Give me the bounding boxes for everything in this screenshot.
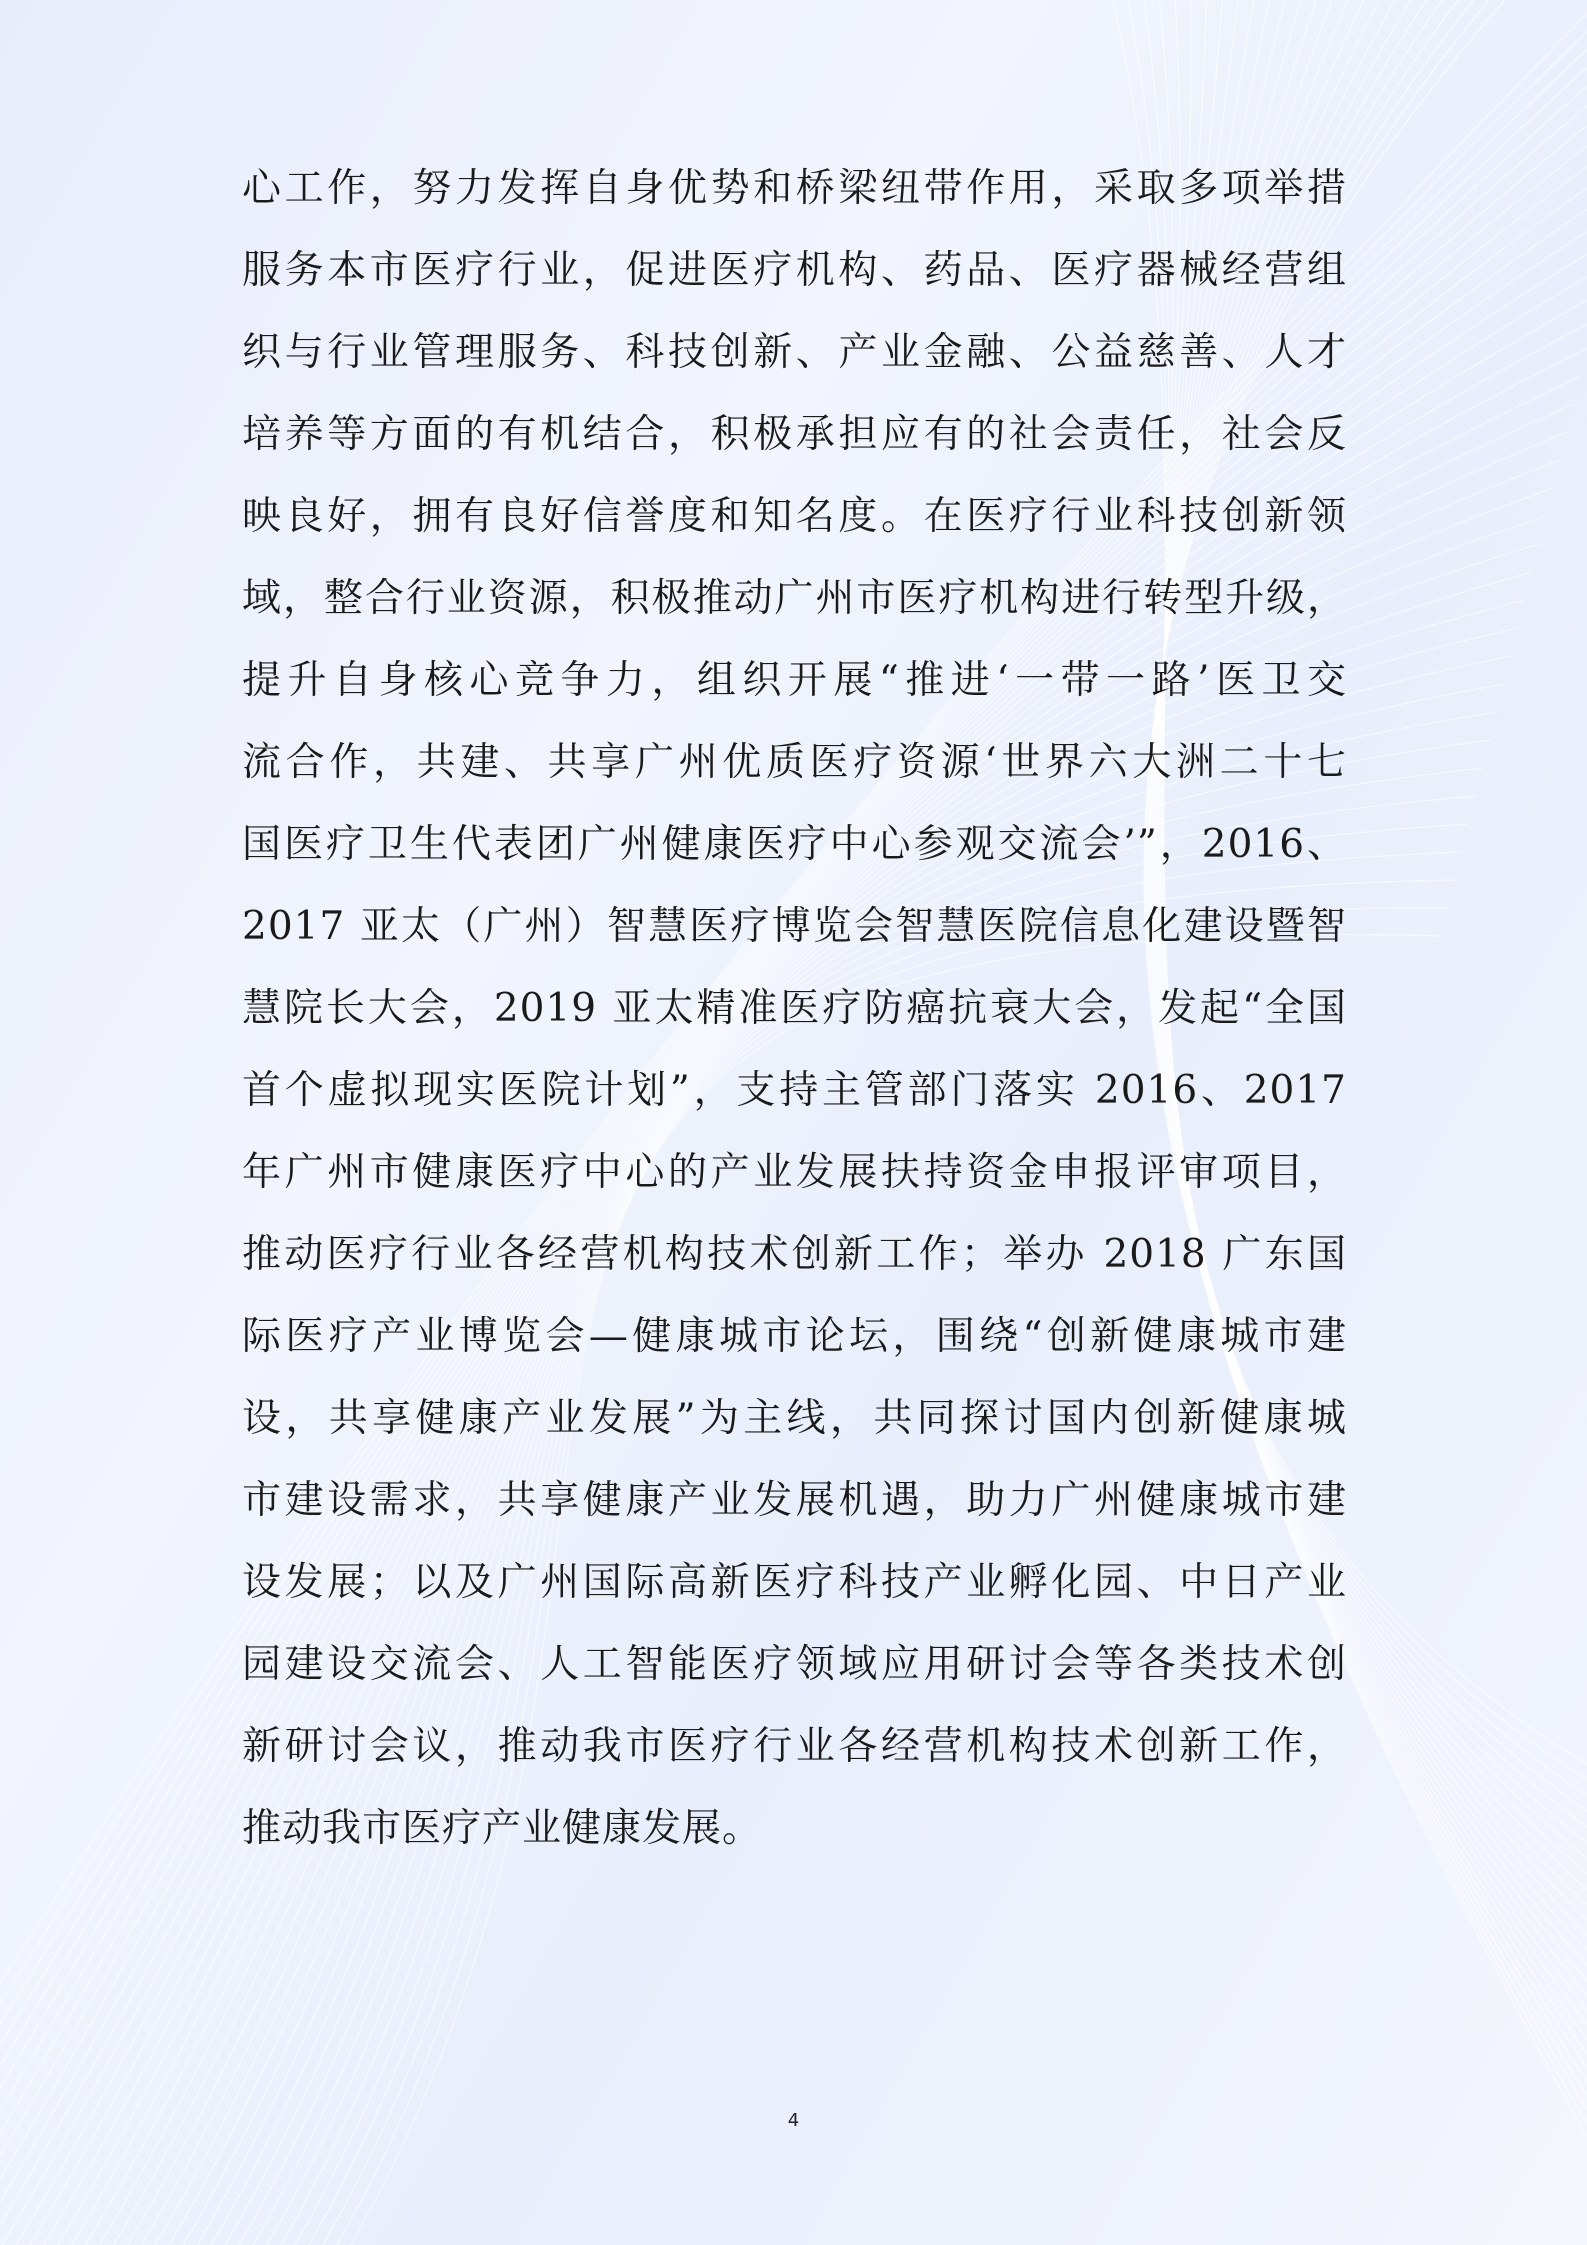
text-line: 新研讨会议，推动我市医疗行业各经营机构技术创新工作， [242,1724,1347,1769]
text-line: 推动医疗行业各经营机构技术创新工作；举办 2018 广东国 [242,1232,1347,1277]
text-line: 国医疗卫生代表团广州健康医疗中心参观交流会’”，2016、 [242,822,1347,867]
text-line: 流合作，共建、共享广州优质医疗资源‘世界六大洲二十七 [242,740,1347,785]
text-line: 际医疗产业博览会—健康城市论坛，围绕“创新健康城市建 [242,1314,1347,1359]
text-line: 心工作，努力发挥自身优势和桥梁纽带作用，采取多项举措 [242,166,1347,211]
text-line: 织与行业管理服务、科技创新、产业金融、公益慈善、人才 [242,330,1347,375]
page-number: 4 [787,2110,800,2131]
text-line: 首个虚拟现实医院计划”，支持主管部门落实 2016、2017 [242,1068,1347,1113]
text-line: 慧院长大会，2019 亚太精准医疗防癌抗衰大会，发起“全国 [242,986,1347,1031]
text-line: 设，共享健康产业发展”为主线，共同探讨国内创新健康城 [242,1396,1347,1441]
text-line: 映良好，拥有良好信誉度和知名度。在医疗行业科技创新领 [242,494,1347,539]
body-text [242,148,1347,1870]
text-line: 市建设需求，共享健康产业发展机遇，助力广州健康城市建 [242,1478,1347,1523]
text-line: 服务本市医疗行业，促进医疗机构、药品、医疗器械经营组 [242,248,1347,293]
text-line: 2017 亚太（广州）智慧医疗博览会智慧医院信息化建设暨智 [242,904,1347,949]
text-line: 推动我市医疗产业健康发展。 [242,1806,763,1851]
text-line: 域，整合行业资源，积极推动广州市医疗机构进行转型升级， [242,576,1347,621]
text-line: 年广州市健康医疗中心的产业发展扶持资金申报评审项目， [242,1150,1347,1195]
text-line: 园建设交流会、人工智能医疗领域应用研讨会等各类技术创 [242,1642,1347,1687]
text-line: 提升自身核心竞争力，组织开展“推进‘一带一路’医卫交 [242,658,1347,703]
text-line: 培养等方面的有机结合，积极承担应有的社会责任，社会反 [242,412,1347,457]
text-line: 设发展；以及广州国际高新医疗科技产业孵化园、中日产业 [242,1560,1347,1605]
